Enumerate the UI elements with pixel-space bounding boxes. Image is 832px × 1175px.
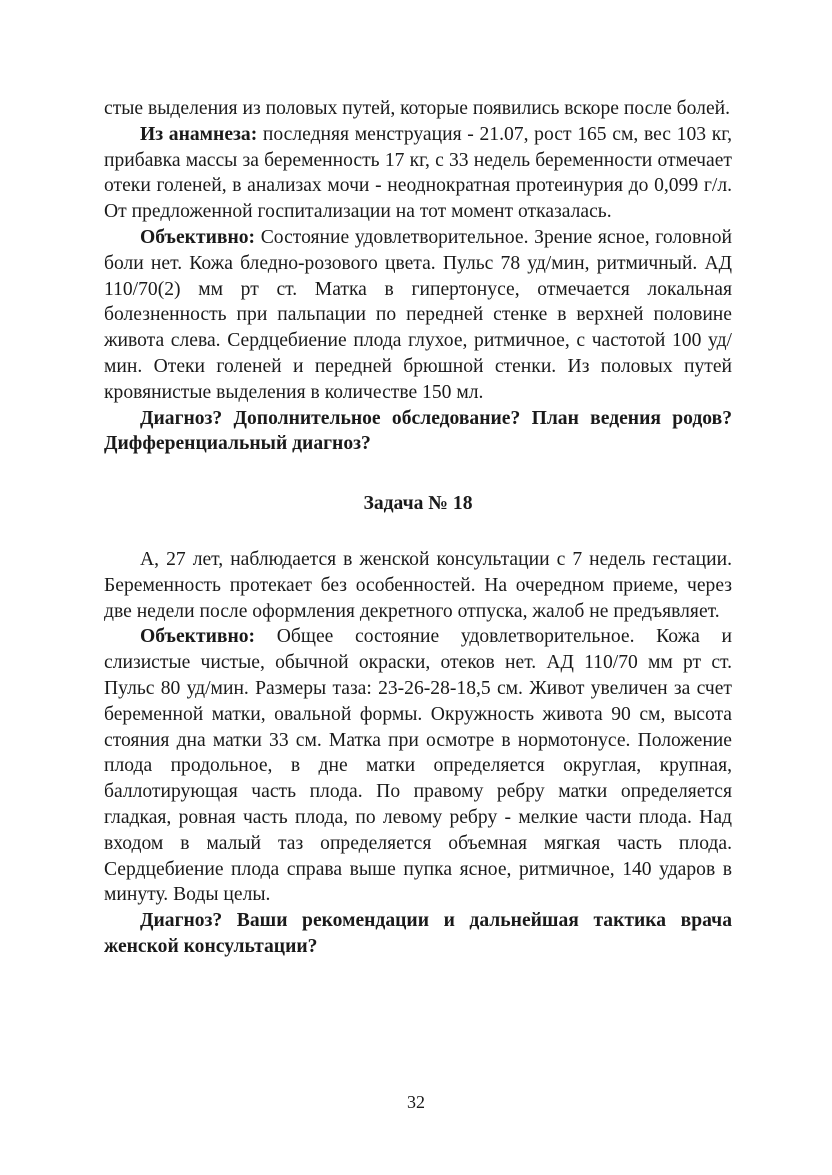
anamnesis-text: последняя менструация - 21.07, рост 165 см, вес 103 кг, прибавка массы за беременность 17 кг, с 33 недель беременности отмечает отеки голеней, в анализах мочи - неоднократная протеинурия до 0,099 г/л. От предложенной госпитализации на тот момент отказалась.	[104, 123, 732, 223]
objective-paragraph-1	[104, 225, 732, 406]
objective-text-2: Общее состояние удовлетворительное. Кожа и слизистые чистые, обычной окраски, отеков нет. АД 110/70 мм рт ст. Пульс 80 уд/мин. Размеры таза: 23-26-28-18,5 см. Живот увеличен за счет беременной матки, овальной формы. Окружность живота 90 см, высота стояния дна матки 33 см. Матка при осмотре в нормотонусе. Положение плода продольное, в дне матки определяется округлая, крупная, баллотирующая часть плода. По правому ребру матки определяется гладкая, ровная часть плода, по левому ребру - мелкие части плода. Над входом в малый таз определяется объемная мягкая часть плода. Сердцебиение плода справа выше пупка ясное, ритмичное, 140 ударов в минуту. Воды целы.	[104, 626, 732, 906]
objective-text-1: Состояние удовлетворительное. Зрение ясное, головной боли нет. Кожа бледно-розового цвета. Пульс 78 уд/мин, ритмичный. АД 110/70(2) мм рт ст. Матка в гипертонусе, отмечается локальная болезненность при пальпации по передней стенке в верхней половине живота слева. Сердцебиение плода глухое, ритмичное, с частотой 100 уд/мин. Отеки голеней и передней брюшной стенки. Из половых путей кровянистые выделения в количестве 150 мл.	[104, 226, 732, 403]
continuation-paragraph	[104, 96, 732, 122]
continuation-text: стые выделения из половых путей, которые появились вскоре после болей.	[104, 98, 731, 119]
anamnesis-label: Из анамнеза:	[140, 123, 258, 145]
question-paragraph-2	[104, 908, 732, 960]
task-intro-text: А, 27 лет, наблюдается в женской консультации с 7 недель гестации. Беременность протекает без особенностей. На очередном приеме, через две недели после оформления декретного отпуска, жалоб не предъявляет.	[104, 548, 732, 622]
question-paragraph-1	[104, 406, 732, 458]
objective-paragraph-2	[104, 624, 732, 908]
task-intro-paragraph	[104, 547, 732, 624]
objective-label-2: Объективно:	[140, 626, 256, 648]
task-heading-text: Задача № 18	[363, 493, 473, 515]
anamnesis-paragraph	[104, 122, 732, 225]
objective-label-1: Объективно:	[140, 226, 256, 248]
question-text-1: Диагноз? Дополнительное обследование? План ведения родов? Дифференциальный диагноз?	[104, 407, 732, 455]
document-page	[104, 96, 732, 960]
question-text-2: Диагноз? Ваши рекомендации и дальнейшая тактика врача женской консультации?	[104, 910, 732, 957]
task-heading	[104, 491, 732, 517]
page-number: 32	[407, 1092, 425, 1112]
